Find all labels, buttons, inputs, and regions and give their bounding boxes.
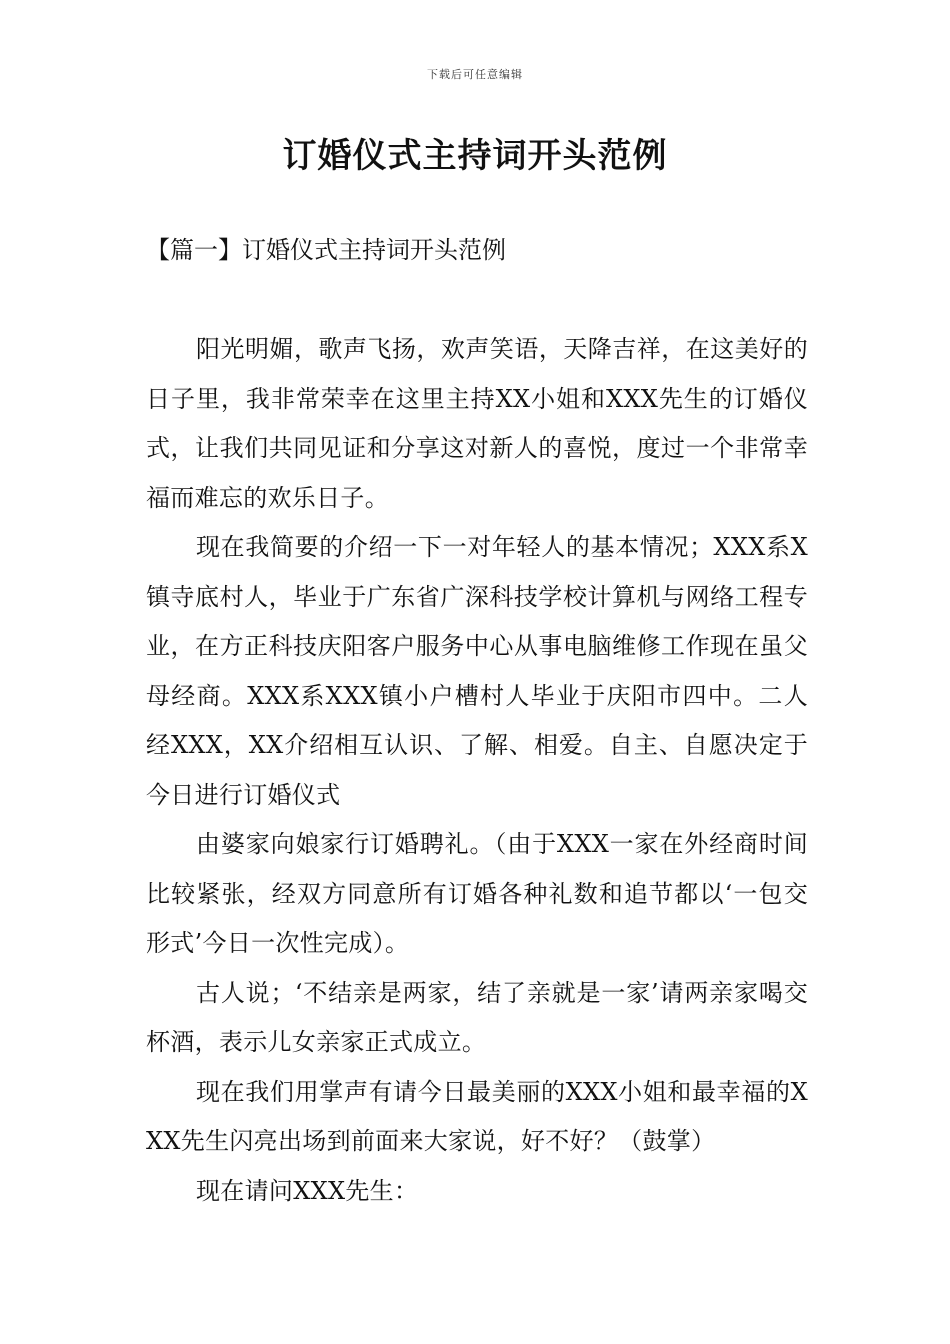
paragraph-opening: 阳光明媚，歌声飞扬，欢声笑语，天降吉祥，在这美好的日子里，我非常荣幸在这里主持XX小姐和XXX先生的订婚仪式，让我们共同见证和分享这对新人的喜悦，度过一个非常幸福而难忘的欢乐日子。 [146, 335, 808, 512]
document-title: 订婚仪式主持词开头范例 [282, 136, 668, 176]
paragraph-introduction: 现在我简要的介绍一下一对年轻人的基本情况；XXX系X镇寺底村人，毕业于广东省广深科技学校计算机与网络工程专业，在方正科技庆阳客户服务中心从事电脑维修工作现在虽父母经商。XXX系XXX镇小户槽村人毕业于庆阳市四中。二人经XXX，XX介绍相互认识、了解、相爱。自主、自愿决定于今日进行订婚仪式 [146, 533, 808, 809]
paragraph-betrothal-gift: 由婆家向娘家行订婚聘礼。（由于XXX一家在外经商时间比较紧张，经双方同意所有订婚各种礼数和追节都以‘一包交形式’今日一次性完成）。 [146, 830, 808, 957]
paragraph-toast: 古人说；‘不结亲是两家，结了亲就是一家’请两亲家喝交杯酒，表示儿女亲家正式成立。 [146, 978, 808, 1056]
body-text [146, 325, 808, 1216]
section-heading: 【篇一】订婚仪式主持词开头范例 [146, 236, 506, 264]
header-note: 下载后可任意编辑 [427, 68, 523, 81]
paragraph-couple-entrance: 现在我们用掌声有请今日最美丽的XXX小姐和最幸福的XXX先生闪亮出场到前面来大家说，好不好？（鼓掌） [146, 1077, 808, 1155]
paragraph-question: 现在请问XXX先生： [196, 1176, 419, 1205]
